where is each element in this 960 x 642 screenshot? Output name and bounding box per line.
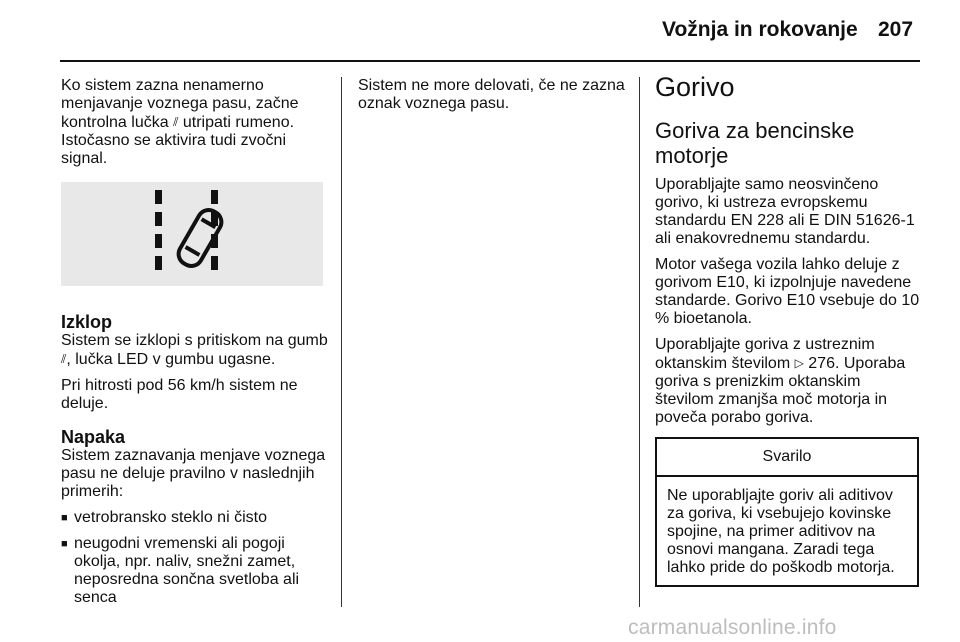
fuel-paragraph-2: Motor vašega vozila lahko deluje z gorivom E10, ki izpolnjuje navedene standarde. Gorivo E10 vsebuje do 10 % bioetanola. (655, 256, 920, 327)
column-divider-2 (639, 77, 640, 607)
bullet-square-icon: ■ (61, 512, 68, 524)
column-divider-1 (341, 77, 342, 607)
fuel-paragraph-3: Uporabljajte goriva z ustreznim oktanskim številom ▷ 276. Uporaba goriva s prenizkim oktanskim številom zmanjša moč motorja in poveča porabo goriva. (655, 336, 906, 426)
warning-box (655, 437, 919, 587)
reference-arrow-icon: ▷ (794, 356, 804, 370)
subsection-title: Goriva za bencinske motorje (655, 118, 855, 168)
watermark: carmanualsonline.info (628, 616, 837, 639)
header-rule (60, 60, 920, 62)
napaka-bullet-list (61, 509, 331, 607)
bullet-square-icon: ■ (61, 538, 68, 550)
header-title: Vožnja in rokovanje (662, 18, 858, 41)
list-item: ■ vetrobransko steklo ni čisto (61, 509, 267, 526)
page-header (0, 0, 960, 60)
lane-departure-warning-icon (61, 182, 323, 286)
column-right (655, 70, 923, 587)
fuel-paragraph-1: Uporabljajte samo neosvinčeno gorivo, ki ustreza evropskemu standardu EN 228 ali E DIN 51626-1 ali enakovrednemu standardu. (655, 176, 915, 247)
lane-departure-figure (61, 182, 323, 286)
lane-departure-icon: ⫽ (173, 115, 179, 129)
section-heading-izklop: Izklop (61, 312, 113, 332)
section-title-gorivo: Gorivo (655, 72, 735, 102)
intro-paragraph: Ko sistem zazna nenamerno menjavanje voznega pasu, začne kontrolna lučka ⫽ utripati rumeno. Istočasno se aktivira tudi zvočni signal. (61, 77, 299, 167)
column-middle (358, 77, 628, 121)
izklop-paragraph-1: Sistem se izklopi s pritiskom na gumb ⫽, lučka LED v gumbu ugasne. (61, 332, 328, 368)
section-heading-napaka: Napaka (61, 427, 126, 447)
izklop-paragraph-2: Pri hitrosti pod 56 km/h sistem ne deluje. (61, 377, 298, 412)
warning-title: Svarilo (657, 439, 917, 477)
warning-body: Ne uporabljajte goriv ali aditivov za goriva, ki vsebujejo kovinske spojine, na primer aditivov na osnovi mangana. Zaradi tega lahko pride do poškodb motorja. (667, 487, 895, 576)
page-number: 207 (878, 18, 914, 41)
column-left (61, 77, 331, 615)
page-reference-link[interactable]: 276 (808, 355, 835, 372)
lane-departure-icon: ⫽ (61, 352, 67, 366)
list-item: ■ neugodni vremenski ali pogoji okolja, npr. naliv, snežni zamet, neposredna sončna svetloba ali senca (61, 535, 300, 606)
middle-paragraph: Sistem ne more delovati, če ne zazna oznak voznega pasu. (358, 77, 625, 112)
napaka-paragraph: Sistem zaznavanja menjave voznega pasu ne deluje pravilno v naslednjih primerih: (61, 447, 326, 500)
